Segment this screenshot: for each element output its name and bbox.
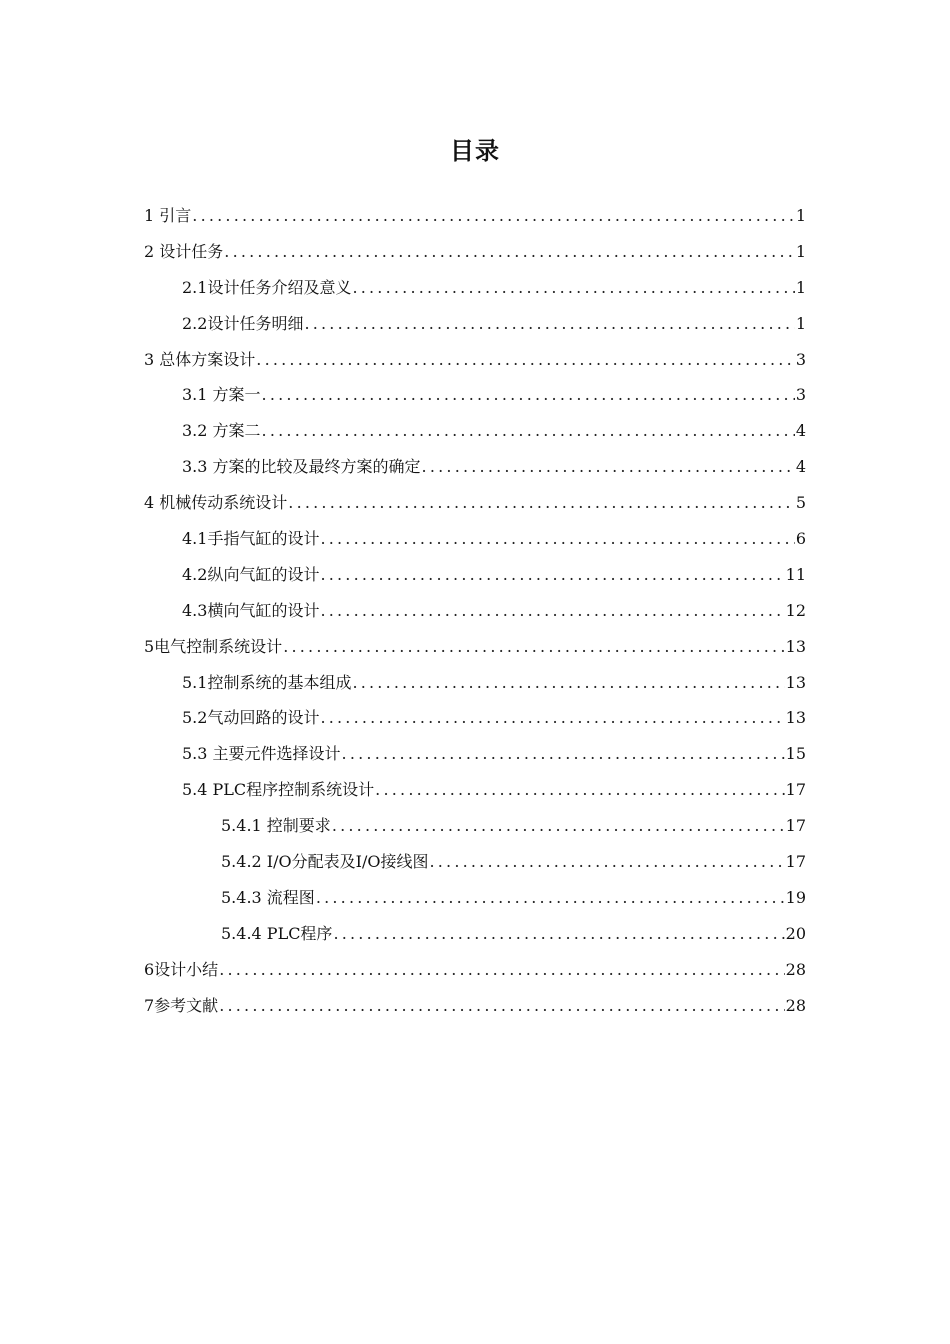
toc-page-number: 20 (785, 923, 806, 943)
toc-dot-leader (224, 234, 795, 270)
toc-entry[interactable] (144, 952, 806, 988)
toc-entry[interactable] (144, 306, 806, 342)
toc-page-number: 28 (785, 959, 806, 979)
toc-entry[interactable] (144, 593, 806, 629)
toc-entry-title: 6设计小结 (144, 959, 219, 979)
toc-dot-leader (320, 521, 794, 557)
table-of-contents (144, 198, 806, 1023)
toc-entry-title: 5.3 主要元件选择设计 (182, 744, 341, 764)
toc-entry-title: 2.1设计任务介绍及意义 (182, 277, 352, 297)
toc-dot-leader (219, 988, 784, 1024)
toc-dot-leader (375, 772, 784, 808)
toc-entry-title: 1 引言 (144, 206, 192, 225)
toc-page-number: 15 (785, 744, 806, 764)
toc-entry[interactable] (144, 485, 806, 521)
toc-dot-leader (316, 880, 785, 916)
toc-entry-title: 5.4.1 控制要求 (221, 816, 331, 836)
toc-entry[interactable] (144, 521, 806, 557)
toc-entry-title: 2 设计任务 (144, 241, 224, 261)
toc-page-number: 13 (785, 672, 806, 692)
toc-entry-title: 5.4 PLC程序控制系统设计 (182, 780, 375, 800)
toc-entry[interactable] (144, 629, 806, 665)
toc-entry-title: 4 机械传动系统设计 (144, 493, 288, 513)
toc-page-number: 5 (795, 493, 806, 513)
toc-page-number: 13 (785, 636, 806, 656)
toc-page-number: 17 (785, 780, 806, 800)
toc-entry[interactable] (144, 772, 806, 808)
toc-entry-title: 3.1 方案一 (182, 385, 261, 405)
toc-entry[interactable] (144, 700, 806, 736)
toc-entry[interactable] (144, 234, 806, 270)
toc-entry[interactable] (144, 844, 806, 880)
toc-dot-leader (422, 449, 795, 485)
toc-dot-leader (283, 629, 784, 665)
toc-dot-leader (320, 593, 784, 629)
toc-page-number: 1 (795, 206, 806, 225)
toc-dot-leader (262, 377, 795, 413)
toc-entry[interactable] (144, 377, 806, 413)
toc-entry-title: 4.3横向气缸的设计 (182, 600, 320, 620)
toc-entry-title: 5.4.4 PLC程序 (221, 923, 333, 943)
toc-page-number: 11 (785, 564, 806, 584)
toc-dot-leader (342, 736, 785, 772)
page-title: 目录 (450, 137, 500, 165)
toc-dot-leader (332, 808, 785, 844)
toc-entry[interactable] (144, 916, 806, 952)
toc-entry[interactable] (144, 808, 806, 844)
toc-dot-leader (352, 270, 794, 306)
toc-entry-title: 3.2 方案二 (182, 421, 261, 441)
toc-entry-title: 5.2气动回路的设计 (182, 708, 320, 728)
toc-page-number: 12 (785, 600, 806, 620)
toc-entry-title: 3 总体方案设计 (144, 349, 256, 369)
toc-page-number: 17 (785, 816, 806, 836)
toc-dot-leader (219, 952, 784, 988)
toc-entry[interactable] (144, 557, 806, 593)
toc-entry[interactable] (144, 736, 806, 772)
toc-dot-leader (333, 916, 784, 952)
toc-entry-title: 5电气控制系统设计 (144, 636, 283, 656)
toc-entry[interactable] (144, 880, 806, 916)
toc-dot-leader (262, 413, 795, 449)
toc-entry-title: 4.2纵向气缸的设计 (182, 564, 320, 584)
toc-entry[interactable] (144, 413, 806, 449)
toc-dot-leader (304, 306, 794, 342)
toc-entry[interactable] (144, 342, 806, 378)
toc-page-number: 4 (795, 457, 806, 477)
toc-dot-leader (192, 198, 795, 234)
toc-page-number: 17 (785, 852, 806, 872)
toc-page-number: 4 (795, 421, 806, 441)
toc-entry[interactable] (144, 198, 806, 234)
toc-entry-title: 3.3 方案的比较及最终方案的确定 (182, 457, 421, 477)
toc-entry-title: 5.1控制系统的基本组成 (182, 672, 352, 692)
toc-entry-title: 5.4.3 流程图 (221, 887, 315, 907)
toc-entry-title: 7参考文献 (144, 995, 219, 1015)
toc-page-number: 19 (785, 887, 806, 907)
toc-page-number: 1 (795, 313, 806, 333)
toc-dot-leader (352, 665, 784, 701)
toc-page-number: 1 (795, 241, 806, 261)
toc-dot-leader (320, 557, 784, 593)
toc-dot-leader (429, 844, 784, 880)
toc-page-number: 3 (795, 385, 806, 405)
toc-entry-title: 5.4.2 I/O分配表及I/O接线图 (221, 852, 429, 872)
toc-entry-title: 4.1手指气缸的设计 (182, 529, 320, 549)
toc-page-number: 28 (785, 995, 806, 1015)
toc-dot-leader (256, 342, 795, 378)
toc-dot-leader (320, 700, 784, 736)
toc-page-number: 13 (785, 708, 806, 728)
toc-page-number: 3 (795, 349, 806, 369)
toc-page-number: 1 (795, 277, 806, 297)
toc-entry-title: 2.2设计任务明细 (182, 313, 304, 333)
toc-dot-leader (288, 485, 795, 521)
toc-entry[interactable] (144, 988, 806, 1024)
toc-entry[interactable] (144, 270, 806, 306)
toc-page-number: 6 (795, 529, 806, 549)
toc-entry[interactable] (144, 449, 806, 485)
toc-entry[interactable] (144, 665, 806, 701)
